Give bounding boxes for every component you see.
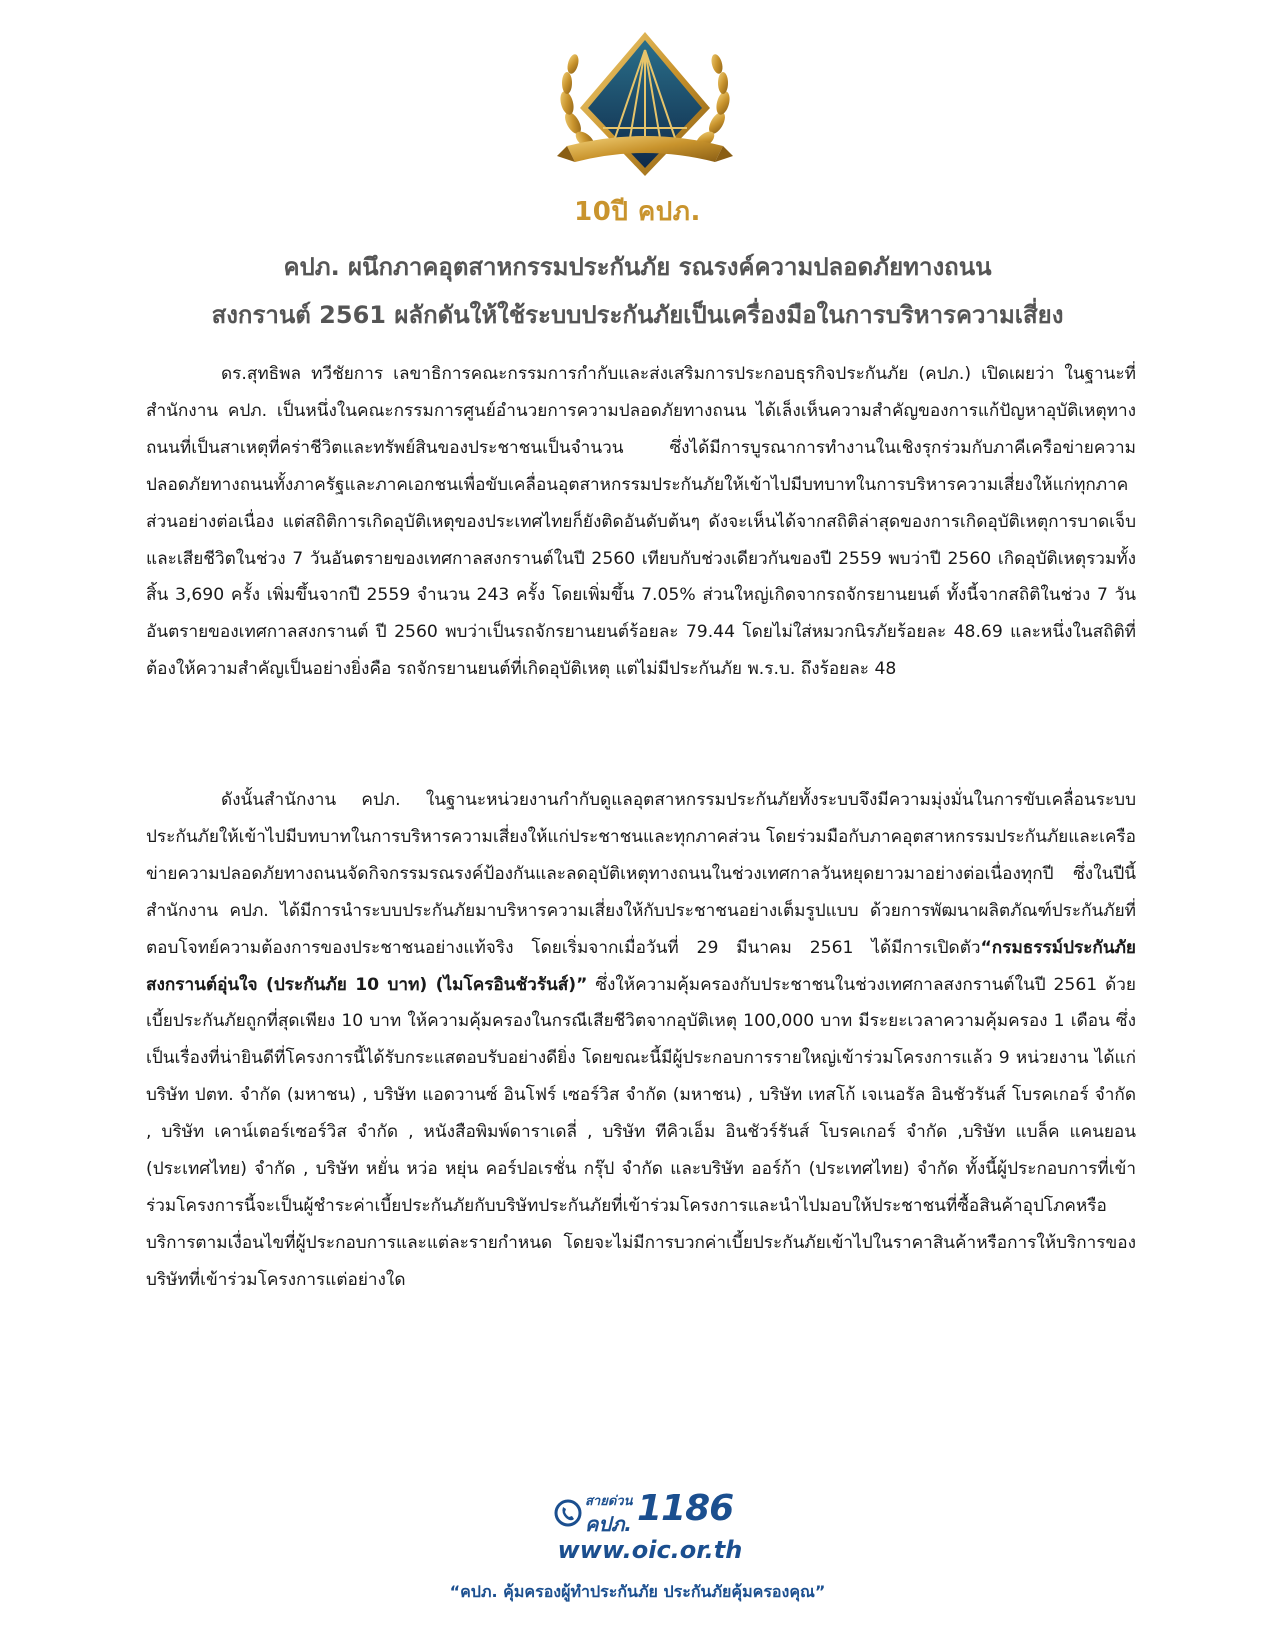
- paragraph-2-intro: ดังนั้นสำนักงาน คปภ. ในฐานะหน่วยงานกำกับดูแลอุตสาหกรรมประกันภัยทั้งระบบจึงมีความมุ่งมั่นในการขับเคลื่อนระบบประกันภัยให้เข้าไปมีบทบาทในการบริหารความเสี่ยงให้แก่ประชาชนและทุกภาคส่วน โดยร่วมมือกับภาคอุตสาหกรรมประกันภัยและเครือข่ายความปลอดภัยทางถนนจัดกิจกรรมรณรงค์ป้องกันและลดอุบัติเหตุทางถนนในช่วงเทศกาลวันหยุดยาวมาอย่างต่อเนื่องทุกปี ซึ่งในปีนี้สำนักงาน คปภ. ได้มีการนำระบบประกันภัยมาบริหารความเสี่ยงให้กับประชาชนอย่างเต็มรูปแบบ ด้วยการพัฒนาผลิตภัณฑ์ประกันภัยที่ตอบโจทย์ความต้องการของประชาชนอย่างแท้จริง โดยเริ่มจากเมื่อวันที่ 29 มีนาคม 2561 ได้มีการเปิดตัว: [146, 790, 1136, 958]
- body-paragraph-2: [146, 782, 1136, 1299]
- headline-line-2: สงกรานต์ 2561 ผลักดันให้ใช้ระบบประกันภัยเป็นเครื่องมือในการบริหารความเสี่ยง: [211, 301, 1064, 329]
- body-paragraph-1: ดร.สุทธิพล ทวีชัยการ เลขาธิการคณะกรรมการกำกับและส่งเสริมการประกอบธุรกิจประกันภัย (คปภ.) เปิดเผยว่า ในฐานะที่สำนักงาน คปภ. เป็นหนึ่งในคณะกรรมการศูนย์อำนวยการความปลอดภัยทางถนน ได้เล็งเห็นความสำคัญของการแก้ปัญหาอุบัติเหตุทางถนนที่เป็นสาเหตุที่คร่าชีวิตและทรัพย์สินของประชาชนเป็นจำนวน ซึ่งได้มีการบูรณาการทำงานในเชิงรุกร่วมกับภาคีเครือข่ายความปลอดภัยทางถนนทั้งภาครัฐและภาคเอกชนเพื่อขับเคลื่อนอุตสาหกรรมประกันภัยให้เข้าไปมีบทบาทในการบริหารความเสี่ยงให้แก่ทุกภาคส่วนอย่างต่อเนื่อง แต่สถิติการเกิดอุบัติเหตุของประเทศไทยก็ยังติดอันดับต้นๆ ดังจะเห็นได้จากสถิติล่าสุดของการเกิดอุบัติเหตุการบาดเจ็บ และเสียชีวิตในช่วง 7 วันอันตรายของเทศกาลสงกรานต์ในปี 2560 เทียบกับช่วงเดียวกันของปี 2559 พบว่าปี 2560 เกิดอุบัติเหตุรวมทั้งสิ้น 3,690 ครั้ง เพิ่มขึ้นจากปี 2559 จำนวน 243 ครั้ง โดยเพิ่มขึ้น 7.05% ส่วนใหญ่เกิดจากรถจักรยานยนต์ ทั้งนี้จากสถิติในช่วง 7 วันอันตรายของเทศกาลสงกรานต์ ปี 2560 พบว่าเป็นรถจักรยานยนต์ร้อยละ 79.44 โดยไม่ใส่หมวกนิรภัยร้อยละ 48.69 และหนึ่งในสถิติที่ต้องให้ความสำคัญเป็นอย่างยิ่งคือ รถจักรยานยนต์ที่เกิดอุบัติเหตุ แต่ไม่มีประกันภัย พ.ร.บ. ถึงร้อยละ 48: [146, 364, 1136, 680]
- policy-name-highlight: “กรมธรรม์ประกันภัยสงกรานต์อุ่นใจ (ประกันภัย 10 บาท) (ไมโครอินชัวรันส์)”: [146, 937, 1136, 995]
- hotline-label: สายด่วน: [585, 1494, 633, 1509]
- oic-10-year-logo: [0, 28, 1275, 228]
- hotline-logo: [545, 1488, 745, 1578]
- website-url: www.oic.or.th: [557, 1536, 743, 1564]
- anniversary-emblem-icon: [555, 28, 735, 188]
- headline-line-1: คปภ. ผนึกภาคอุตสาหกรรมประกันภัย รณรงค์ความปลอดภัยทางถนน: [283, 253, 992, 281]
- logo-caption: 10ปี คปภ.: [574, 197, 701, 227]
- hotline-number: 1186: [637, 1488, 734, 1529]
- hotline-row: [545, 1488, 745, 1534]
- phone-icon: [553, 1498, 583, 1528]
- paragraph-2-details: ซึ่งให้ความคุ้มครองกับประชาชนในช่วงเทศกาลสงกรานต์ในปี 2561 ด้วยเบี้ยประกันภัยถูกที่สุดเพียง 10 บาท ให้ความคุ้มครองในกรณีเสียชีวิตจากอุบัติเหตุ 100,000 บาท มีระยะเวลาความคุ้มครอง 1 เดือน ซึ่งเป็นเรื่องที่น่ายินดีที่โครงการนี้ได้รับกระแสตอบรับอย่างดียิ่ง โดยขณะนี้มีผู้ประกอบการรายใหญ่เข้าร่วมโครงการแล้ว 9 หน่วยงาน ได้แก่ บริษัท ปตท. จำกัด (มหาชน) , บริษัท แอดวานซ์ อินโฟร์ เซอร์วิส จำกัด (มหาชน) , บริษัท เทสโก้ เจเนอรัล อินชัวรันส์ โบรคเกอร์ จำกัด , บริษัท เคาน์เตอร์เซอร์วิส จำกัด , หนังสือพิมพ์ดาราเดลี่ , บริษัท ทีคิวเอ็ม อินชัวร์รันส์ โบรคเกอร์ จำกัด ,บริษัท แบล็ค แคนยอน (ประเทศไทย) จำกัด , บริษัท หยั่น หว่อ หยุ่น คอร์ปอเรชั่น กรุ๊ป จำกัด และบริษัท ออร์ก้า (ประเทศไทย) จำกัด ทั้งนี้ผู้ประกอบการที่เข้าร่วมโครงการนี้จะเป็นผู้ชำระค่าเบี้ยประกันภัยกับบริษัทประกันภัยที่เข้าร่วมโครงการและนำไปมอบให้ประชาชนที่ซื้อสินค้าอุปโภคหรือบริการตามเงื่อนไขที่ผู้ประกอบการและแต่ละรายกำหนด โดยจะไม่มีการบวกค่าเบี้ยประกันภัยเข้าไปในราคาสินค้าหรือการให้บริการของบริษัทที่เข้าร่วมโครงการแต่อย่างใด: [146, 974, 1136, 1290]
- hotline-org: คปภ.: [585, 1512, 632, 1536]
- footer-slogan: “คปภ. คุ้มครองผู้ทำประกันภัย ประกันภัยคุ้มครองคุณ”: [449, 1582, 826, 1601]
